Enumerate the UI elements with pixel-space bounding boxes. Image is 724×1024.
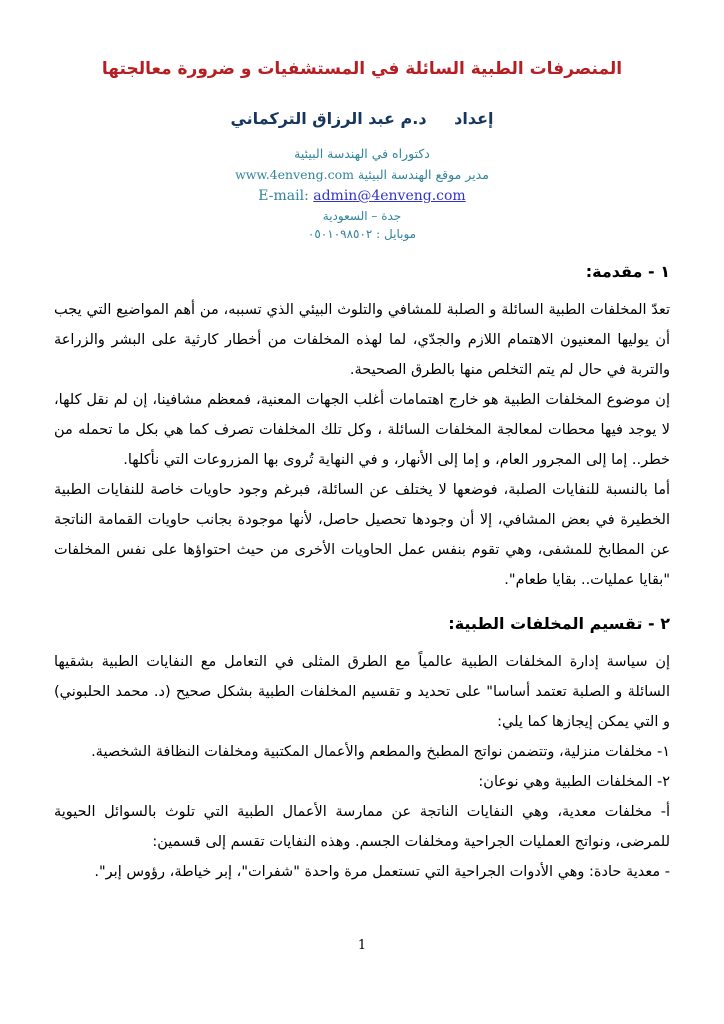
credential-degree: دكتوراه في الهندسة البيئية: [294, 146, 430, 161]
intro-paragraph-3: أما بالنسبة للنفايات الصلبة، فوضعها لا يختلف عن السائلة، فبرغم وجود حاويات خاصة للنفايات الطبية الخطيرة في بعض المشافي، إلا أن وجودها تحصيل حاصل، لأنها موجودة بجانب حاويات القمامة الناتجة عن المطابخ للمشفى، وهي تقوم بنفس عمل الحاويات الأخرى من حيث احتواؤها على نفس المخلفات "بقايا عمليات.. بقايا طعام".: [54, 482, 670, 588]
email-line: [54, 185, 670, 207]
classification-item-2a-sharp: - معدية حادة: وهي الأدوات الجراحية التي تستعمل مرة واحدة "شفرات"، إبر خياطة، رؤوس إبر".: [94, 864, 670, 880]
document-title: المنصرفات الطبية السائلة في المستشفيات و ضرورة معالجتها: [101, 59, 623, 79]
email-label: E-mail:: [258, 188, 309, 204]
classification-item-1: ١- مخلفات منزلية، وتتضمن نواتج المطبخ والمطعم والأعمال المكتبية ومخلفات النظافة الشخصية.: [91, 744, 670, 760]
classification-item-2: ٢- المخلفات الطبية وهي نوعان:: [478, 774, 670, 790]
author-line: [54, 107, 670, 131]
author-name: د.م عبد الرزاق التركماني: [230, 109, 427, 128]
mobile-line: موبايل : ٠٥٠١٠٩٨٥٠٢: [307, 227, 417, 241]
credential-website: مدير موقع الهندسة البيئية www.4enveng.com: [235, 167, 489, 182]
page-number: 1: [357, 938, 367, 953]
classification-intro-paragraph: إن سياسة إدارة المخلفات الطبية عالمياً مع الطرق المثلى في التعامل مع النفايات الطبية بشقيها السائلة و الصلبة تعتمد أساسا" على تحديد و تقسيم المخلفات الطبية بشكل صحيح (د. محمد الحلبوني) و التي يمكن إيجازها كما يلي:: [54, 654, 670, 730]
credentials-block: [54, 143, 670, 243]
intro-paragraph-2: إن موضوع المخلفات الطبية هو خارج اهتمامات أغلب الجهات المعنية، فمعظم مشافينا، إن لم نقل كلها، لا يوجد فيها محطات لمعالجة المخلفات السائلة ، وكل تلك المخلفات تصرف كما هي بكل ما تحمله من خطر.. إما إلى المجرور العام، و إما إلى الأنهار، و في النهاية تُروى بها المزروعات التي نأكلها.: [54, 392, 670, 468]
email-link[interactable]: admin@4enveng.com: [313, 188, 466, 204]
location-line: جدة – السعودية: [322, 209, 402, 223]
intro-paragraph-1: تعدّ المخلفات الطبية السائلة و الصلبة للمشافي والتلوث البيئي الذي تسببه، من أهم المواضيع التي يجب أن يوليها المعنيون الاهتمام اللازم والجدّي، لما لهذه المخلفات من أخطار كارثية على البشر والزراعة والتربة في حال لم يتم التخلص منها بالطرق الصحيحة.: [54, 302, 670, 378]
section-heading-classification: ٢ - تقسيم المخلفات الطبية:: [448, 614, 670, 633]
classification-item-2a: أ- مخلفات معدية، وهي النفايات الناتجة عن ممارسة الأعمال الطبية التي تلوث بالسوائل الحيوية للمرضى، ونواتج العمليات الجراحية ومخلفات الجسم. وهذه النفايات تقسم إلى قسمين:: [54, 804, 670, 850]
prepared-label: إعداد: [454, 109, 494, 128]
section-heading-intro: ١ - مقدمة:: [585, 262, 670, 281]
